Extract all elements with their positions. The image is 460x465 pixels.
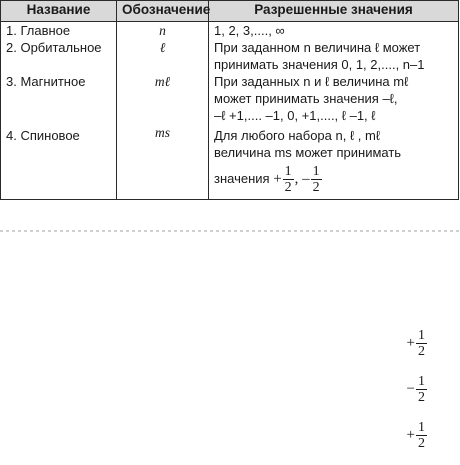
plus-sign: +: [273, 171, 282, 187]
header-symbol: Обозначение: [117, 1, 209, 22]
row-name: 2. Орбитальное: [1, 39, 117, 73]
values-line: может принимать значения –ℓ,: [214, 91, 398, 106]
header-name: Название: [1, 1, 117, 22]
fraction-item: [407, 374, 428, 405]
row-name: 1. Главное: [1, 22, 117, 40]
plus-sign: +: [406, 335, 415, 351]
quantum-numbers-table-container: [0, 0, 458, 226]
fraction-item: [407, 328, 428, 359]
fraction-numerator: 1: [284, 164, 292, 179]
fraction-numerator: 1: [418, 328, 425, 343]
values-line: принимать значения 0, 1, 2,...., n–1: [214, 57, 425, 72]
row-values: [209, 73, 459, 124]
table-header-row: [1, 1, 459, 22]
table-row: [1, 39, 459, 73]
row-symbol: n: [117, 22, 209, 40]
fraction-denominator: 2: [418, 436, 425, 451]
values-line: Для любого набора n, ℓ , mℓ: [214, 128, 381, 143]
row-symbol: ℓ: [117, 39, 209, 73]
values-prefix: значения: [214, 170, 270, 186]
fraction: [416, 420, 427, 451]
plus-sign: +: [406, 427, 415, 443]
values-line: –ℓ +1,.... –1, 0, +1,...., ℓ –1, ℓ: [214, 108, 376, 123]
fraction: [416, 328, 427, 359]
standalone-fractions: [407, 328, 428, 451]
row-values: [209, 39, 459, 73]
row-name: 3. Магнитное: [1, 73, 117, 124]
values-final-line: [214, 164, 453, 195]
fraction-denominator: 2: [312, 180, 320, 195]
row-symbol: ms: [117, 124, 209, 200]
fraction-denominator: 2: [418, 390, 425, 405]
fraction-numerator: 1: [418, 374, 425, 389]
minus-sign: , –: [294, 171, 310, 187]
table-row: [1, 22, 459, 40]
row-values: [209, 22, 459, 40]
divider: [0, 230, 460, 232]
row-values: [209, 124, 459, 200]
values-line: При заданных n и ℓ величина mℓ: [214, 74, 409, 89]
values-line: При заданном n величина ℓ может: [214, 40, 421, 55]
values-line: 1, 2, 3,...., ∞: [214, 23, 285, 38]
fraction: [311, 164, 322, 195]
table-row: [1, 73, 459, 124]
fraction-item: [407, 420, 428, 451]
row-symbol: mℓ: [117, 73, 209, 124]
row-name: 4. Спиновое: [1, 124, 117, 200]
header-values: Разрешенные значения: [209, 1, 459, 22]
table-row: [1, 124, 459, 200]
fraction: [416, 374, 427, 405]
fraction-numerator: 1: [312, 164, 320, 179]
values-line: величина ms может принимать: [214, 145, 402, 160]
fraction-numerator: 1: [418, 420, 425, 435]
fraction-denominator: 2: [284, 180, 292, 195]
fraction: [283, 164, 294, 195]
fraction-denominator: 2: [418, 344, 425, 359]
quantum-numbers-table: [0, 0, 459, 200]
minus-sign: −: [406, 381, 415, 397]
